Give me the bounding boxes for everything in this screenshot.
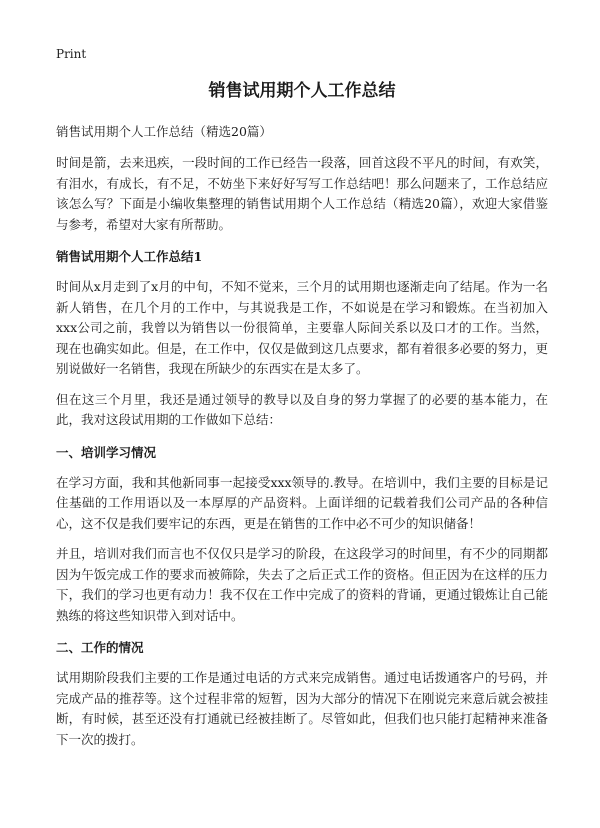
section-1-paragraph-2: 但在这三个月里，我还是通过领导的教导以及自身的努力掌握了的必要的基本能力，在此，我对这段试用期的工作做如下总结： [56, 391, 548, 427]
page-title: 销售试用期个人工作总结 [208, 81, 396, 101]
section-1-paragraph-1: 时间从x月走到了x月的中旬，不知不觉来，三个月的试用期也逐渐走向了结尾。作为一名新人销售，在几个月的工作中，与其说我是工作，不如说是在学习和锻炼。在当初加入xxx公司之前，我曾以为销售以一份很简单，主要靠人际间关系以及口才的工作。当然，现在也确实如此。但是，在工作中，仅仅是做到这几点要求，都有着很多必要的努力，更别说做好一名销售，我现在所缺少的东西实在是太多了。 [56, 279, 548, 376]
intro-paragraph: 时间是箭，去来迅疾，一段时间的工作已经告一段落，回首这段不平凡的时间，有欢笑，有泪水，有成长，有不足，不妨坐下来好好写写工作总结吧！那么问题来了，工作总结应该怎么写？下面是小编收集整理的销售试用期个人工作总结（精选20篇），欢迎大家借鉴与参考，希望对大家有所帮助。 [56, 155, 548, 232]
document-body [56, 78, 548, 760]
document-subtitle: 销售试用期个人工作总结（精选20篇） [56, 124, 272, 139]
section-heading-training: 一、培训学习情况 [56, 444, 157, 460]
print-link[interactable]: Print [56, 47, 87, 61]
section-heading-1: 销售试用期个人工作总结1 [56, 249, 203, 264]
training-paragraph-2: 并且，培训对我们而言也不仅仅只是学习的阶段，在这段学习的时间里，有不少的同期都因为午饭完成工作的要求而被筛除，失去了之后正式工作的资格。但正因为在这样的压力下，我们的学习也更有动力！我不仅在工作中完成了的资料的背诵，更通过锻炼让自己能熟练的将这些知识带入到对话中。 [56, 546, 548, 623]
work-paragraph-1: 试用期阶段我们主要的工作是通过电话的方式来完成销售。通过电话拨通客户的号码，并完成产品的推荐等。这个过程非常的短暂，因为大部分的情况下在刚说完来意后就会被挂断，有时候，甚至还没有打通就已经被挂断了。尽管如此，但我们也只能打起精神来准备下一次的拨打。 [56, 670, 548, 747]
section-heading-work: 二、工作的情况 [56, 640, 144, 655]
training-paragraph-1: 在学习方面，我和其他新同事一起接受xxx领导的.教导。在培训中，我们主要的目标是记住基础的工作用语以及一本厚厚的产品资料。上面详细的记载着我们公司产品的各种信心，这不仅是我们要牢记的东西，更是在销售的工作中必不可少的知识储备！ [56, 474, 548, 531]
